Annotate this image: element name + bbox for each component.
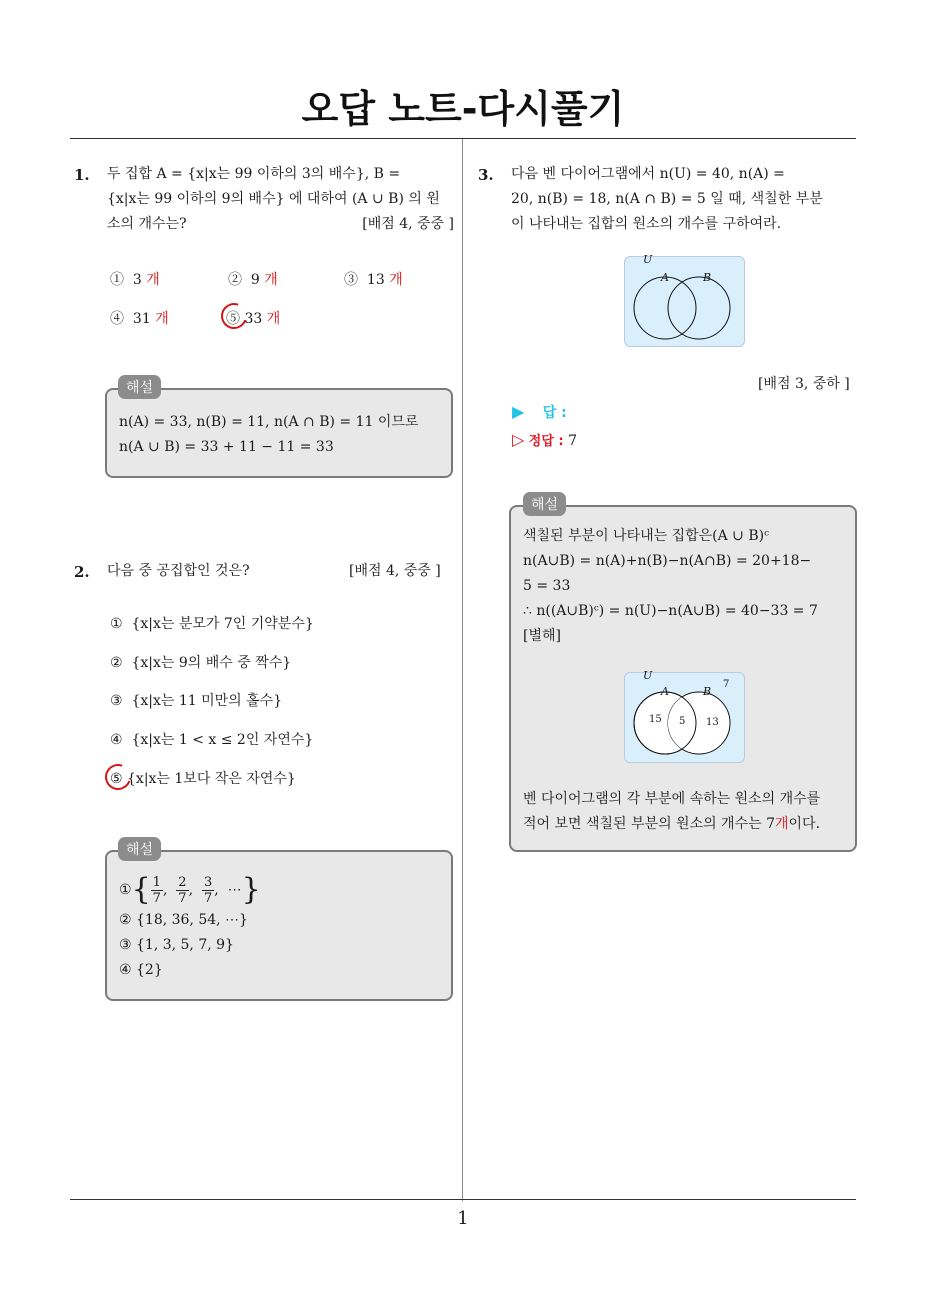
- choice-text: {x|x는 11 미만의 홀수}: [131, 693, 283, 709]
- question-1-text: [107, 162, 454, 237]
- choice-value: 31: [132, 311, 151, 327]
- choice-unit: 개: [264, 272, 278, 288]
- question-3-line-3: 이 나타내는 집합의 원소의 개수를 구하여라.: [511, 216, 782, 232]
- choice-text: {x|x는 1 < x ≤ 2인 자연수}: [131, 732, 314, 748]
- choice-unit: 개: [146, 272, 160, 288]
- venn2-outside-count: 7: [723, 679, 730, 690]
- choice-value: 33: [244, 311, 263, 327]
- choice-value: 9: [250, 272, 260, 288]
- explanation-tag-3: 해설: [523, 492, 566, 516]
- question-3-number: 3.: [478, 166, 494, 184]
- selected-answer-circle: [217, 299, 252, 334]
- choice-mark: ③: [344, 272, 358, 288]
- venn-label-u: U: [643, 253, 653, 266]
- footer-divider: [70, 1199, 856, 1200]
- explanation-3-body: [523, 524, 818, 649]
- q2-choice-3[interactable]: [110, 690, 282, 710]
- answer-label: 답 :: [542, 405, 567, 421]
- q1-choice-3[interactable]: [344, 269, 403, 289]
- explanation-3-line-3: 5 = 33: [523, 578, 571, 594]
- choice-unit: 개: [266, 311, 281, 327]
- explanation-3-tail: [523, 787, 820, 837]
- choice-mark: ⑤: [226, 311, 240, 327]
- question-1-line-3-row: [107, 212, 454, 237]
- correct-answer-row: [512, 430, 577, 449]
- venn-label-a: A: [661, 271, 669, 284]
- explanation-tag-2: 해설: [118, 837, 161, 861]
- venn2-label-a: A: [661, 685, 669, 698]
- choice-mark: ③: [110, 693, 123, 709]
- choice-mark: ⑤: [110, 771, 123, 787]
- question-3-text: [511, 162, 857, 237]
- correct-value: 7: [568, 433, 577, 449]
- venn2-label-u: U: [643, 669, 653, 682]
- question-1-line-3: 소의 개수는?: [107, 216, 187, 232]
- question-3-line-2: 20, n(B) = 18, n(A ∩ B) = 5 일 때, 색칠한 부분: [511, 191, 823, 207]
- choice-mark: ①: [110, 272, 124, 288]
- fraction: 2 7: [178, 874, 187, 906]
- column-divider: [462, 139, 463, 1201]
- venn2-b-only-count: 13: [706, 717, 719, 728]
- explanation-1-line-1: n(A) = 33, n(B) = 11, n(A ∩ B) = 11 이므로: [119, 414, 419, 430]
- choice-value: 13: [366, 272, 385, 288]
- page-number: 1: [457, 1208, 469, 1229]
- venn2-label-b: B: [703, 685, 712, 698]
- question-3-line-1: 다음 벤 다이어그램에서 n(U) = 40, n(A) =: [511, 166, 785, 182]
- venn-diagram-solution: [624, 669, 745, 763]
- choice-mark: ④: [110, 311, 124, 327]
- fraction: 1 7: [152, 874, 161, 906]
- explanation-2-ellipsis: ⋯: [227, 882, 242, 898]
- choice-mark: ①: [110, 616, 123, 632]
- choice-unit: 개: [389, 272, 403, 288]
- explanation-box-1: [105, 388, 453, 478]
- explanation-2-line-4: ④ {2}: [119, 962, 163, 978]
- venn2-a-only-count: 15: [649, 714, 662, 725]
- question-1-number: 1.: [74, 166, 90, 184]
- explanation-3-tail-1: 벤 다이어그램의 각 부분에 속하는 원소의 개수를: [523, 791, 821, 807]
- explanation-2-body: [119, 872, 261, 983]
- question-1-line-1: 두 집합 A = {x|x는 99 이하의 3의 배수}, B =: [107, 166, 401, 182]
- question-1-line-2: {x|x는 99 이하의 9의 배수} 에 대하여 (A ∪ B) 의 원: [107, 191, 440, 207]
- choice-value: 3: [132, 272, 142, 288]
- explanation-2-prefix: ①: [119, 882, 132, 898]
- selected-answer-circle: [101, 760, 136, 795]
- choice-mark: ④: [110, 732, 123, 748]
- explanation-3-line-5: [별해]: [523, 628, 561, 644]
- q1-choice-1[interactable]: [110, 269, 160, 289]
- explanation-2-line-2: ② {18, 36, 54, ⋯}: [119, 912, 248, 928]
- q1-choice-4[interactable]: [110, 308, 169, 328]
- q1-choice-2[interactable]: [228, 269, 278, 289]
- question-2-number: 2.: [74, 563, 90, 581]
- explanation-box-3: [509, 505, 857, 852]
- explanation-3-line-1: 색칠된 부분이 나타내는 집합은(A ∪ B)ᶜ: [523, 528, 769, 544]
- explanation-tag-1: 해설: [118, 375, 161, 399]
- choice-text: {x|x는 분모가 7인 기약분수}: [131, 616, 314, 632]
- venn2-both-count: 5: [679, 716, 686, 727]
- answer-row: [512, 402, 567, 422]
- explanation-2-line-1: ① { 1 7 , 2 7 , 3 7 , ⋯ }: [119, 872, 261, 907]
- fraction: 3 7: [203, 874, 213, 906]
- answer-marker: ▶: [512, 402, 525, 421]
- choice-mark: ②: [110, 655, 123, 671]
- explanation-3-line-2: n(A∪B) = n(A)+n(B)−n(A∩B) = 20+18−: [523, 553, 812, 569]
- question-1-meta: [배점 4, 중중 ]: [362, 216, 454, 232]
- explanation-3-line-4: ∴ n((A∪B)ᶜ) = n(U)−n(A∪B) = 40−33 = 7: [523, 603, 818, 619]
- title-divider: [70, 138, 856, 139]
- question-2-meta: [배점 4, 중중 ]: [349, 563, 441, 579]
- explanation-2-line-3: ③ {1, 3, 5, 7, 9}: [119, 937, 234, 953]
- correct-marker: ▷: [512, 430, 525, 449]
- correct-label: 정답 :: [528, 434, 564, 449]
- choice-text: {x|x는 1보다 작은 자연수}: [127, 771, 296, 787]
- choice-text: {x|x는 9의 배수 중 짝수}: [131, 655, 292, 671]
- choice-unit: 개: [155, 311, 169, 327]
- explanation-box-2: [105, 850, 453, 1001]
- q2-choice-1[interactable]: [110, 613, 314, 633]
- question-3-meta: [배점 3, 중하 ]: [758, 376, 850, 392]
- q2-choice-5[interactable]: [110, 768, 296, 788]
- question-2-text: 다음 중 공집합인 것은?: [107, 563, 250, 579]
- q2-choice-2[interactable]: [110, 652, 291, 672]
- page-title: 오답 노트-다시풀기: [301, 87, 625, 131]
- explanation-1-line-2: n(A ∪ B) = 33 + 11 − 11 = 33: [119, 439, 334, 455]
- explanation-3-tail-2: 적어 보면 색칠된 부분의 원소의 개수는 7개이다.: [523, 816, 821, 832]
- choice-mark: ②: [228, 272, 242, 288]
- q2-choice-4[interactable]: [110, 729, 313, 749]
- venn-label-b: B: [703, 271, 712, 284]
- venn-diagram: [624, 253, 745, 347]
